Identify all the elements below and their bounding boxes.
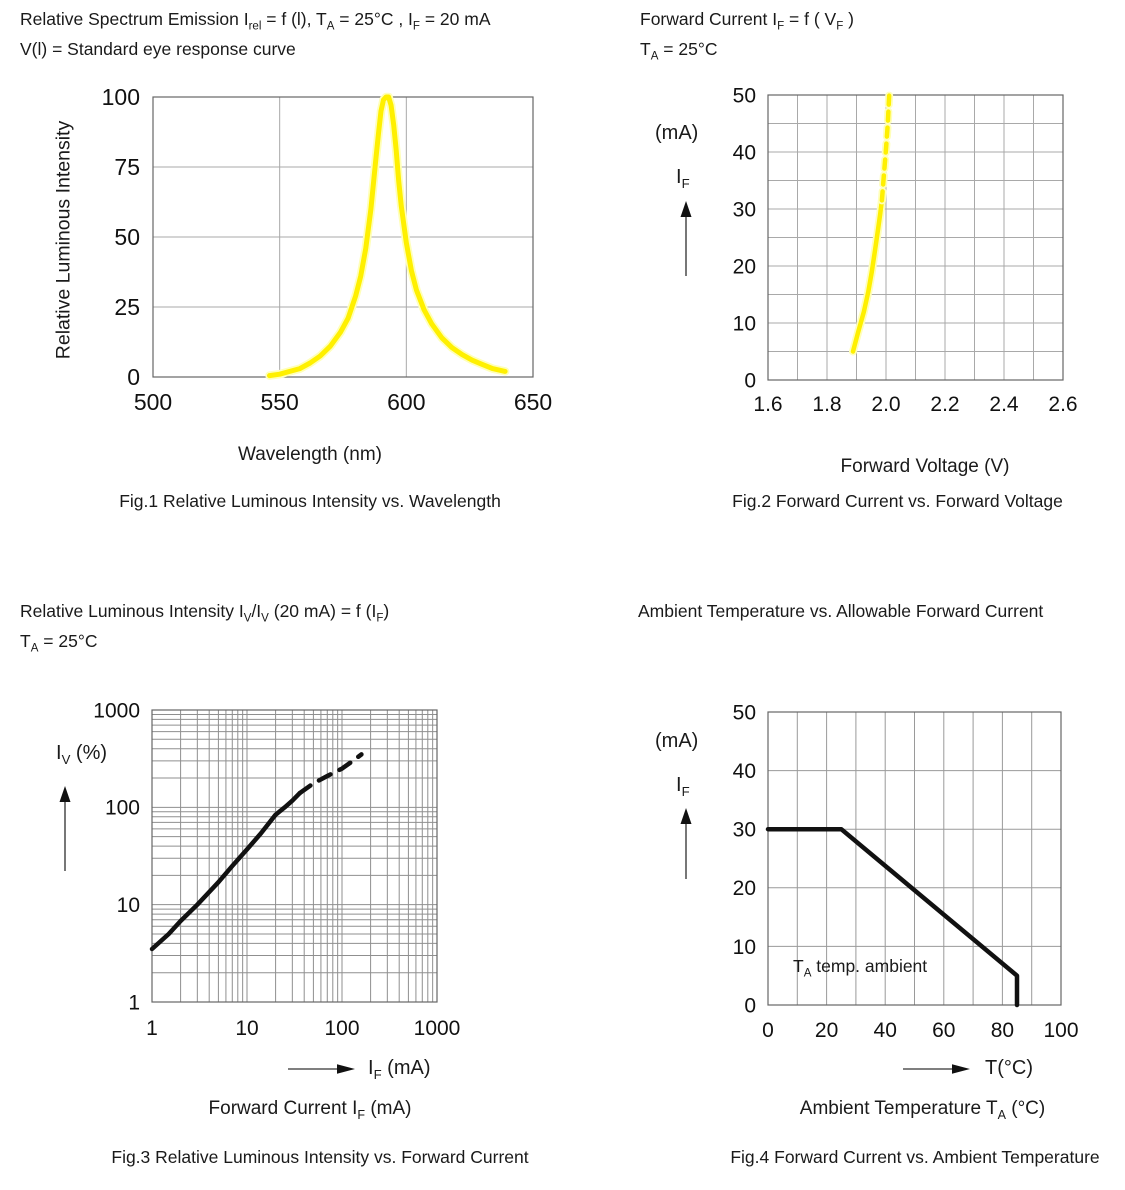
fig2-caption: Fig.2 Forward Current vs. Forward Voltage	[732, 491, 1063, 511]
svg-text:100: 100	[1043, 1019, 1079, 1042]
svg-text:1.6: 1.6	[753, 393, 783, 416]
svg-text:100: 100	[324, 1017, 360, 1040]
fig1-title: Relative Spectrum Emission $I_{rel} = f$ (l), $T_A = 25^\circ C$ , $I_F = 20$ mA	[20, 9, 491, 33]
svg-text:100: 100	[104, 796, 140, 820]
svg-text:50: 50	[732, 84, 756, 108]
svg-text:10: 10	[235, 1017, 259, 1040]
fig4-y-symbol-label: $I_F$	[676, 774, 690, 799]
fig2-vf-if-chart	[640, 73, 1110, 448]
fig3-title: Relative Luminous Intensity $I_V/I_V$ (20 mA) = f $(I_F)$	[20, 601, 390, 625]
fig2-subtitle: $T_A = 25^\circ C$	[640, 39, 718, 63]
svg-text:10: 10	[732, 312, 756, 336]
fig3-x-arrow-label: $I_F$ (mA)	[368, 1057, 431, 1082]
svg-text:20: 20	[814, 1019, 839, 1042]
svg-text:20: 20	[732, 255, 756, 279]
fig4-x-axis-label: Ambient Temperature $T_A$ (°C)	[799, 1098, 1046, 1122]
svg-text:500: 500	[133, 389, 173, 415]
fig1-caption: Fig.1 Relative Luminous Intensity vs. Wavelength	[119, 491, 501, 511]
fig2-y-unit-label: (mA)	[655, 122, 699, 144]
svg-text:40: 40	[732, 759, 756, 783]
svg-text:2.4: 2.4	[989, 393, 1019, 416]
fig3-subtitle: $T_A = 25^\circ C$	[20, 631, 98, 655]
svg-text:2.2: 2.2	[930, 393, 960, 416]
fig4-title: Ambient Temperature vs. Allowable Forward Current	[638, 601, 1044, 621]
fig1-x-axis-label: Wavelength (nm)	[238, 444, 382, 465]
svg-text:40: 40	[873, 1019, 897, 1042]
svg-text:2.6: 2.6	[1048, 393, 1078, 416]
fig4-title-block	[638, 596, 1043, 626]
svg-text:550: 550	[260, 389, 299, 415]
svg-text:600: 600	[387, 389, 426, 415]
svg-text:50: 50	[114, 224, 140, 251]
fig4-y-unit-label: (mA)	[655, 730, 699, 752]
svg-text:2.0: 2.0	[871, 393, 901, 416]
svg-text:80: 80	[990, 1019, 1015, 1042]
fig3-x-axis-label: Forward Current $I_F$ (mA)	[208, 1098, 412, 1122]
fig2-title: Forward Current $I_F = f$ ( $V_F$ )	[640, 9, 854, 33]
fig4-caption: Fig.4 Forward Current vs. Ambient Temperature	[730, 1147, 1100, 1167]
svg-text:25: 25	[114, 294, 140, 321]
fig1-title-block	[20, 4, 491, 64]
svg-text:50: 50	[732, 701, 756, 725]
fig1-spectrum-chart	[78, 75, 560, 447]
fig4-annotation: $T_A$ temp. ambient	[793, 956, 928, 980]
svg-text:1: 1	[146, 1017, 158, 1040]
svg-text:40: 40	[732, 141, 756, 165]
svg-text:75: 75	[114, 154, 140, 181]
fig3-caption: Fig.3 Relative Luminous Intensity vs. Forward Current	[111, 1147, 529, 1167]
svg-text:0: 0	[744, 994, 756, 1018]
fig2-title-block	[640, 4, 854, 64]
fig1-y-axis-label: Relative Luminous Intensity	[52, 120, 75, 360]
fig3-iv-if-chart	[40, 688, 520, 1058]
svg-text:100: 100	[101, 84, 140, 111]
fig4-derating-chart	[640, 688, 1110, 1063]
svg-text:30: 30	[732, 198, 756, 222]
fig2-x-axis-label: Forward Voltage (V)	[840, 456, 1010, 477]
svg-text:1.8: 1.8	[812, 393, 842, 416]
svg-text:10: 10	[116, 894, 140, 918]
svg-text:1: 1	[128, 991, 140, 1015]
svg-text:20: 20	[732, 877, 756, 901]
fig4-x-arrow-label: T(°C)	[985, 1057, 1033, 1079]
fig4-right-arrow-icon	[903, 1063, 971, 1075]
svg-text:60: 60	[932, 1019, 956, 1042]
fig3-y-symbol-label: $I_V$ (%)	[56, 742, 108, 767]
svg-text:650: 650	[513, 389, 553, 415]
svg-text:30: 30	[732, 818, 756, 842]
svg-text:0: 0	[127, 364, 140, 391]
svg-text:1000: 1000	[413, 1017, 461, 1040]
fig3-right-arrow-icon	[288, 1063, 356, 1075]
svg-text:0: 0	[762, 1019, 774, 1042]
fig2-y-symbol-label: $I_F$	[676, 166, 690, 191]
fig3-title-block	[20, 596, 389, 656]
svg-text:0: 0	[744, 369, 756, 393]
svg-text:10: 10	[732, 935, 756, 959]
fig1-subtitle: V(l) = Standard eye response curve	[20, 39, 296, 59]
svg-text:1000: 1000	[93, 699, 140, 723]
